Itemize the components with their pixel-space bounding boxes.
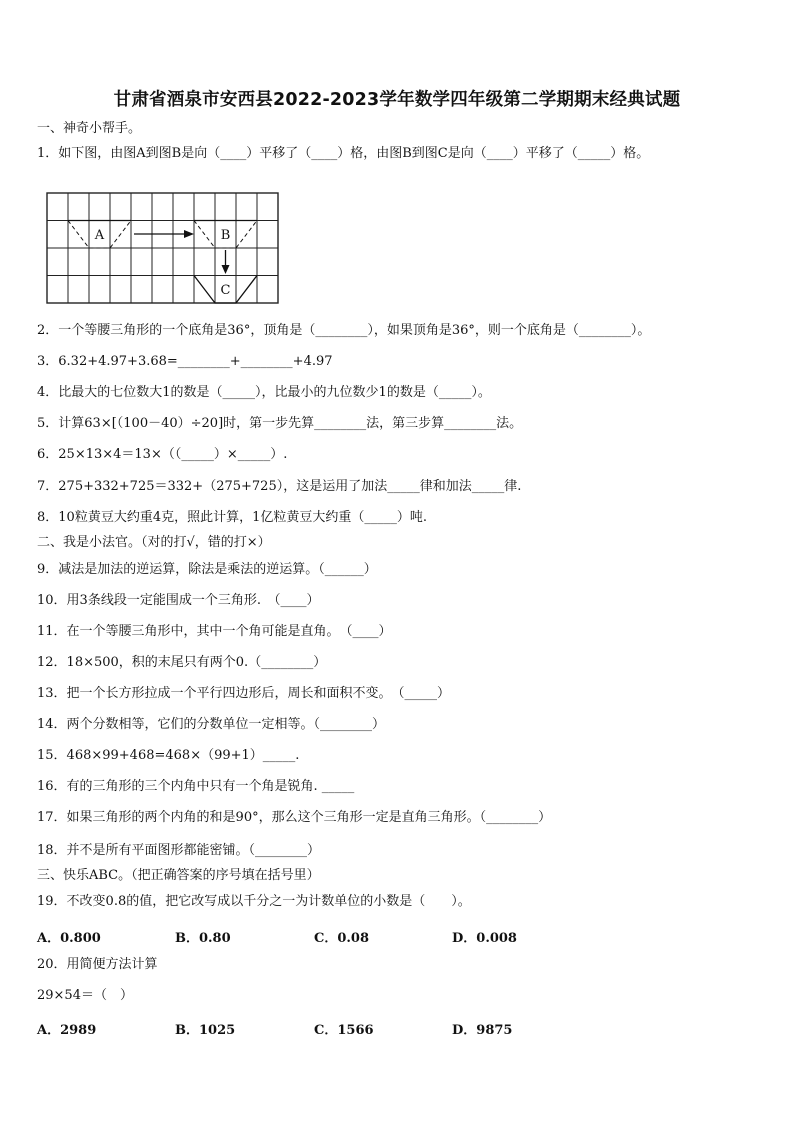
question-20: 20．用简便方法计算	[37, 957, 158, 972]
arrow-right-icon	[134, 230, 194, 238]
question-8: 8．10粒黄豆大约重4克，照此计算，1亿粒黄豆大约重（_____）吨.	[37, 510, 427, 525]
question-19-options	[37, 927, 757, 946]
question-14: 14．两个分数相等，它们的分数单位一定相等。（________）	[37, 717, 386, 732]
question-15: 15．468×99+468=468×（99+1）_____.	[37, 748, 300, 763]
option-b: B．0.80	[175, 931, 231, 946]
question-4: 4．比最大的七位数大1的数是（_____），比最小的九位数少1的数是（_____）。	[37, 385, 491, 400]
option-d: D．9875	[452, 1023, 513, 1038]
option-c: C．0.08	[314, 931, 370, 946]
question-19: 19．不改变0.8的值，把它改写成以千分之一为计数单位的小数是（ ）。	[37, 894, 471, 909]
option-a: A．0.800	[37, 931, 101, 946]
label-a: A	[94, 228, 105, 243]
question-2: 2．一个等腰三角形的一个底角是36°，顶角是（________），如果顶角是36°，则一个底角是（________）。	[37, 323, 651, 338]
question-7: 7．275+332+725＝332+（275+725），这是运用了加法_____律和加法_____律.	[37, 479, 522, 494]
option-c: C．1566	[314, 1023, 374, 1038]
grid-svg	[46, 192, 280, 304]
grid-lines	[47, 193, 278, 303]
section-1-heading: 一、神奇小帮手。	[37, 121, 142, 136]
label-b: B	[220, 228, 231, 243]
question-18: 18．并不是所有平面图形都能密铺。（________）	[37, 843, 321, 858]
question-6: 6．25×13×4＝13×（（_____）×_____）.	[37, 447, 288, 462]
arrow-down-icon	[222, 250, 230, 274]
question-17: 17．如果三角形的两个内角的和是90°，那么这个三角形一定是直角三角形。（________）	[37, 810, 552, 825]
question-12: 12．18×500，积的末尾只有两个0.（________）	[37, 655, 327, 670]
option-d: D．0.008	[452, 931, 517, 946]
question-9: 9．减法是加法的逆运算，除法是乘法的逆运算。（______）	[37, 562, 377, 577]
question-16: 16．有的三角形的三个内角中只有一个角是锐角. _____	[37, 779, 355, 794]
question-11: 11．在一个等腰三角形中，其中一个角可能是直角。 （____）	[37, 624, 392, 639]
question-10: 10．用3条线段一定能围成一个三角形. （____）	[37, 593, 320, 608]
option-a: A．2989	[37, 1023, 97, 1038]
page-title: 甘肃省酒泉市安西县2022-2023学年数学四年级第二学期期末经典试题	[113, 90, 681, 110]
option-b: B．1025	[175, 1023, 236, 1038]
question-20-options	[37, 1019, 757, 1038]
label-c: C	[220, 283, 231, 298]
question-1: 1．如下图，由图A到图B是向（____）平移了（____）格，由图B到图C是向（____）平移了（_____）格。	[37, 146, 650, 161]
section-2-heading: 二、我是小法官。（对的打√，错的打×）	[37, 535, 271, 550]
question-5: 5．计算63×[（100－40）÷20]时，第一步先算________法，第三步算________法。	[37, 416, 523, 431]
question-20-expression: 29×54＝（ ）	[37, 988, 133, 1003]
translation-grid-figure	[46, 192, 280, 304]
question-13: 13．把一个长方形拉成一个平行四边形后，周长和面积不变。 （_____）	[37, 686, 451, 701]
section-3-heading: 三、快乐ABC。（把正确答案的序号填在括号里）	[37, 868, 320, 883]
question-3: 3．6.32+4.97+3.68=________+________+4.97	[37, 354, 333, 369]
